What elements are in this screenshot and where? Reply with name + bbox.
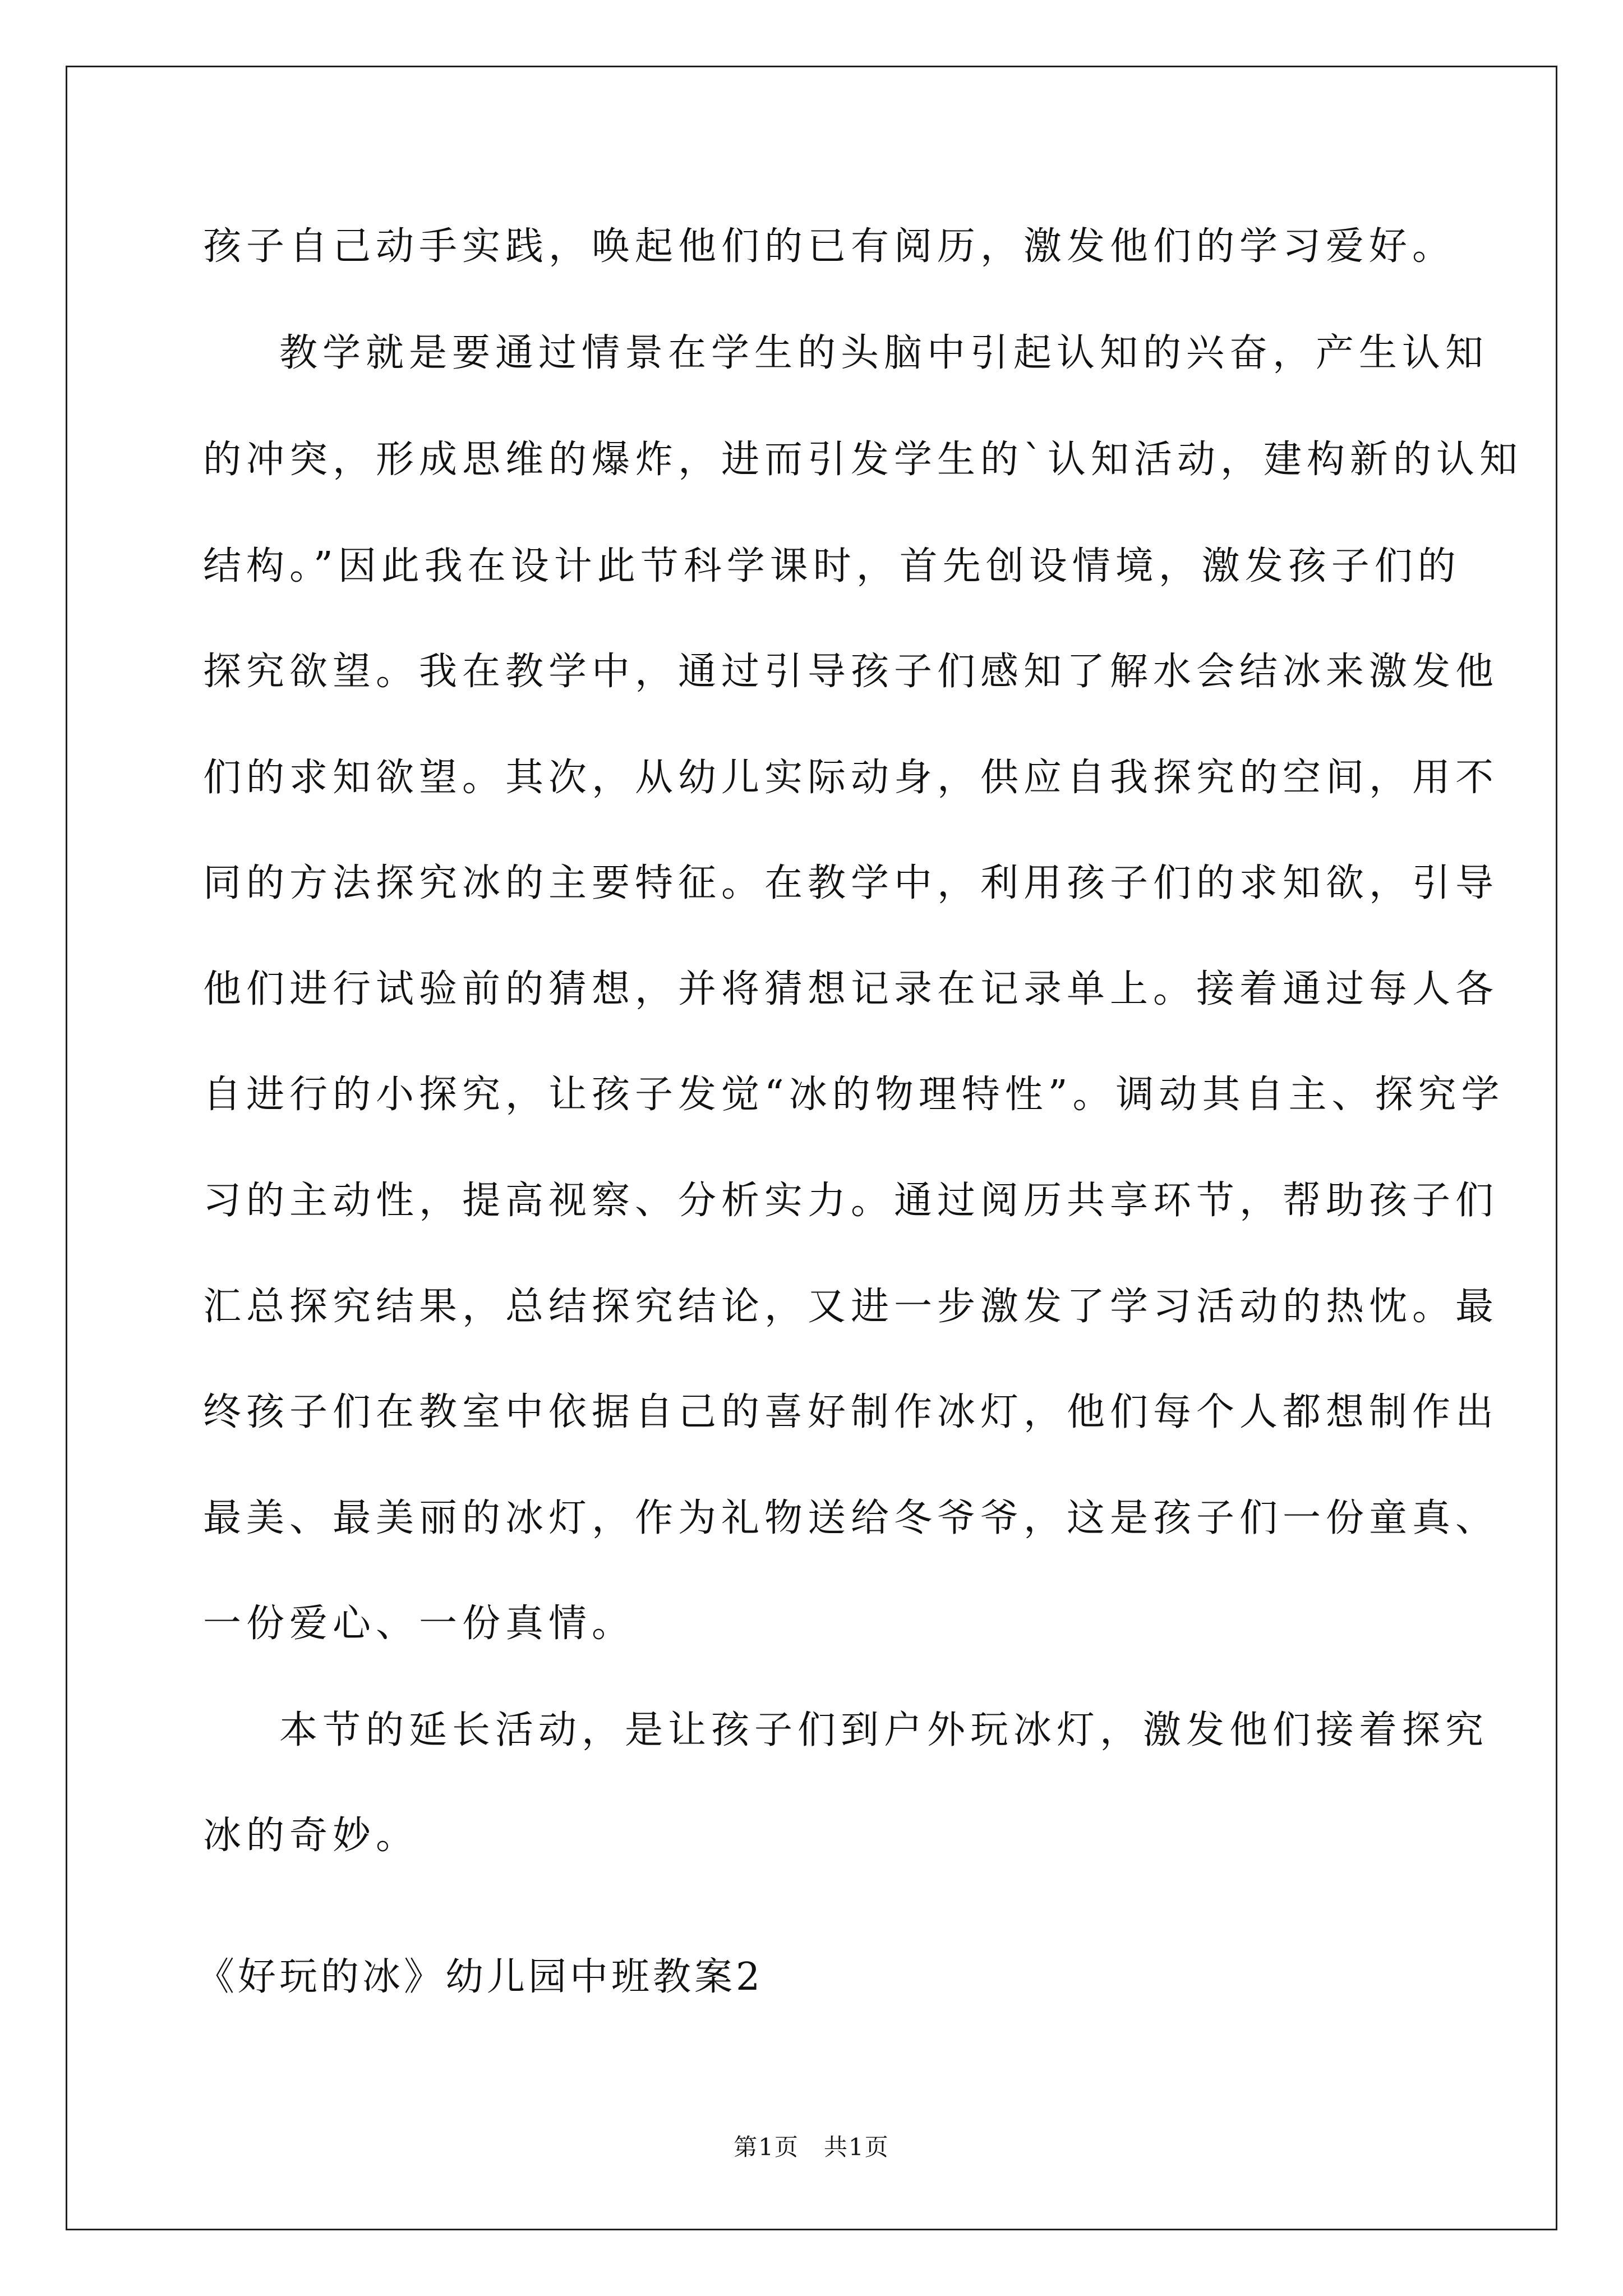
paragraph-2-line-9: 习的主动性，提高视察、分析实力。通过阅历共享环节，帮助孩子们 (203, 1179, 1499, 1223)
paragraph-2-line-7: 他们进行试验前的猜想，并将猜想记录在记录单上。接着通过每人各 (203, 967, 1499, 1011)
paragraph-2-line-12: 最美、最美丽的冰灯，作为礼物送给冬爷爷，这是孩子们一份童真、 (203, 1496, 1499, 1540)
page-border (66, 66, 1557, 2230)
section-heading: 《好玩的冰》幼儿园中班教案2 (196, 1955, 764, 1999)
paragraph-2-line-8: 自进行的小探究，让孩子发觉“冰的物理特性”。调动其自主、探究学 (203, 1073, 1505, 1117)
paragraph-2-line-2: 的冲突，形成思维的爆炸，进而引发学生的`认知活动，建构新的认知 (203, 438, 1523, 482)
paragraph-2-line-11: 终孩子们在教室中依据自己的喜好制作冰灯，他们每个人都想制作出 (203, 1390, 1499, 1434)
paragraph-1-line-1: 孩子自己动手实践，唤起他们的已有阅历，激发他们的学习爱好。 (203, 224, 1456, 269)
paragraph-2-line-3: 结构。”因此我在设计此节科学课时，首先创设情境，激发孩子们的 (203, 544, 1461, 588)
page-footer: 第1页 共1页 (734, 2133, 889, 2161)
paragraph-2-line-13: 一份爱心、一份真情。 (203, 1602, 635, 1646)
paragraph-3-line-1: 本节的延长活动，是让孩子们到户外玩冰灯，激发他们接着探究 (279, 1708, 1489, 1752)
paragraph-2-line-1: 教学就是要通过情景在学生的头脑中引起认知的兴奋，产生认知 (279, 331, 1489, 375)
paragraph-2-line-6: 同的方法探究冰的主要特征。在教学中，利用孩子们的求知欲，引导 (203, 861, 1499, 905)
paragraph-2-line-10: 汇总探究结果，总结探究结论，又进一步激发了学习活动的热忱。最 (203, 1285, 1499, 1329)
paragraph-2-line-4: 探究欲望。我在教学中，通过引导孩子们感知了解水会结冰来激发他 (203, 650, 1499, 694)
paragraph-3-line-2: 冰的奇妙。 (203, 1814, 419, 1858)
paragraph-2-line-5: 们的求知欲望。其次，从幼儿实际动身，供应自我探究的空间，用不 (203, 756, 1499, 800)
